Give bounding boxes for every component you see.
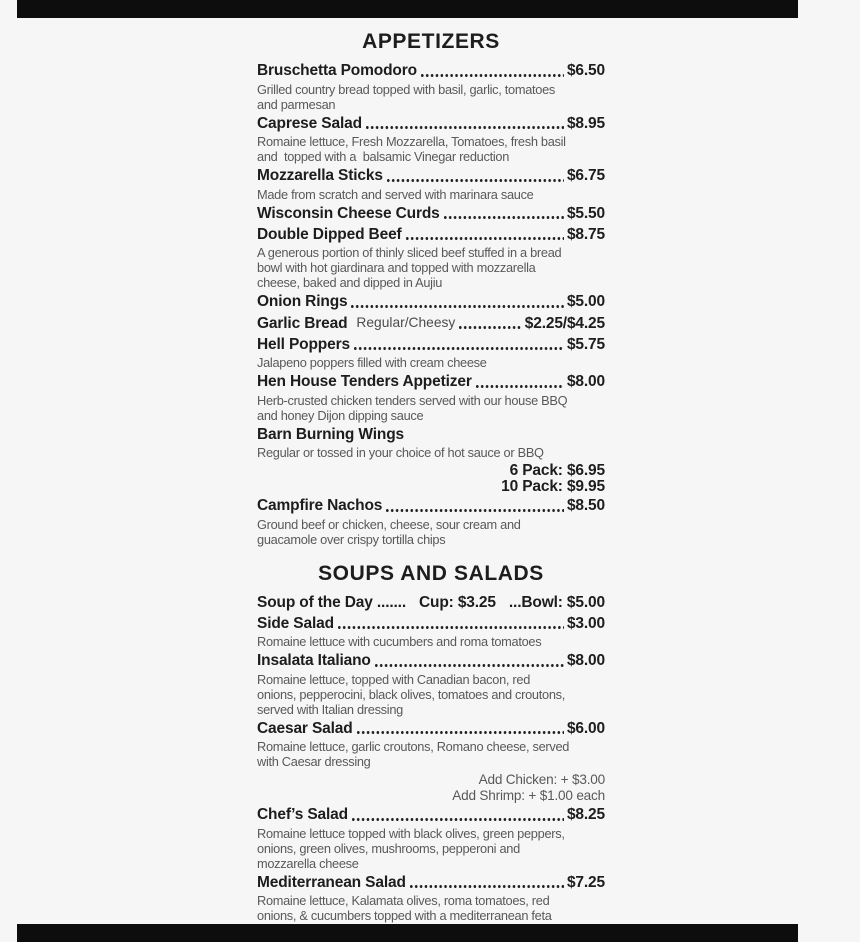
section-title: APPETIZERS [362, 30, 500, 53]
dotted-leader-icon [421, 74, 564, 77]
item-price: $7.25 [566, 873, 605, 891]
item-description-line: and parmesan [257, 96, 336, 112]
item-description [257, 634, 605, 649]
item-description-line: Regular or tossed in your choice of hot sauce or BBQ [257, 445, 544, 460]
item-description [257, 245, 605, 290]
menu-item [257, 335, 605, 371]
item-price: $5.75 [566, 335, 605, 353]
menu-item [257, 292, 605, 312]
addon-options [257, 772, 605, 803]
item-title-line [257, 114, 605, 134]
menu-item [257, 614, 605, 650]
bottom-border-bar [17, 924, 798, 942]
item-price: $6.50 [566, 62, 605, 79]
item-description [257, 826, 605, 871]
item-description-line: Romaine lettuce, garlic croutons, Romano cheese, served [257, 739, 570, 754]
menu-item [257, 204, 605, 224]
item-title-line [257, 204, 605, 224]
item-title-line [257, 225, 605, 245]
item-description [257, 393, 605, 423]
item-price: $6.00 [566, 719, 605, 737]
item-name: Mediterranean Salad [257, 873, 406, 891]
item-name: Insalata Italiano [257, 652, 371, 669]
item-title-line [257, 651, 605, 671]
dotted-leader-icon [351, 305, 563, 308]
dotted-leader-icon [357, 731, 564, 734]
item-description-line: onions, green olives, mushrooms, pepperoni and [257, 840, 520, 856]
item-price: $2.25/$4.25 [524, 314, 605, 332]
dotted-leader-icon [386, 509, 564, 512]
pack-price-line: 10 Pack: $9.95 [501, 477, 605, 495]
item-price: $8.00 [566, 652, 605, 669]
item-description-line: Herb-crusted chicken tenders served with our house BBQ [257, 392, 568, 408]
item-description-line: Jalapeno poppers filled with cream cheese [257, 355, 487, 370]
item-title-line [257, 805, 605, 825]
item-description-line: Romaine lettuce topped with black olives, green peppers, [257, 825, 565, 841]
item-price: $8.00 [566, 373, 605, 390]
item-inline-price-line [257, 593, 605, 613]
item-name: Garlic Bread [257, 314, 348, 332]
menu-content [257, 0, 605, 940]
menu-section [257, 30, 605, 547]
item-name: ...Bowl: $5.00 [508, 593, 605, 611]
menu-item [257, 425, 605, 495]
pack-price-line: 6 Pack: $6.95 [509, 462, 605, 479]
item-title-line [257, 61, 605, 81]
item-description [257, 672, 605, 717]
item-description-line: served with Italian dressing [257, 701, 403, 717]
item-title-line [257, 166, 605, 186]
dotted-leader-icon [444, 216, 564, 219]
pack-prices [257, 463, 605, 494]
dotted-leader-icon [387, 179, 564, 182]
item-description-line: onions, pepperocini, black olives, tomatoes and croutons, [257, 686, 565, 702]
addon-option-line: Add Shrimp: + $1.00 each [452, 787, 605, 803]
dotted-leader-icon [476, 385, 564, 388]
item-price: $3.00 [566, 614, 605, 632]
item-price: $8.95 [566, 114, 605, 132]
item-description [257, 187, 605, 202]
addon-option-line: Add Chicken: + $3.00 [478, 772, 605, 787]
menu-item [257, 225, 605, 291]
item-price: $8.25 [566, 806, 605, 823]
item-title-line [257, 425, 605, 445]
menu-item [257, 372, 605, 423]
dotted-leader-icon [338, 626, 564, 629]
item-description-line: cheese, baked and dipped in Aujiu [257, 275, 443, 290]
item-title-line [257, 496, 605, 516]
item-name: Mozzarella Sticks [257, 167, 383, 184]
menu-item [257, 805, 605, 871]
item-description [257, 517, 605, 547]
menu-item [257, 496, 605, 547]
item-description-line: Grilled country bread topped with basil, garlic, tomatoes [257, 81, 556, 97]
item-description-line: A generous portion of thinly sliced beef stuffed in a bread [257, 245, 562, 260]
item-name: Side Salad [257, 614, 334, 632]
menu-section [257, 562, 605, 939]
menu-item [257, 313, 605, 333]
item-description-line: Romaine lettuce, Kalamata olives, roma tomatoes, red [257, 893, 550, 908]
item-name: Hell Poppers [257, 335, 350, 353]
menu-item [257, 61, 605, 112]
item-description [257, 134, 605, 164]
dotted-leader-icon [410, 885, 564, 888]
item-title-line [257, 614, 605, 634]
item-description [257, 445, 605, 460]
item-description-line: Romaine lettuce, topped with Canadian bacon, red [257, 671, 531, 687]
section-title: SOUPS AND SALADS [318, 561, 544, 585]
item-description-line: Made from scratch and served with marinara sauce [257, 186, 534, 202]
item-name: Soup of the Day ....... [257, 593, 406, 611]
item-description [257, 739, 605, 769]
menu-item [257, 166, 605, 202]
item-title-line [257, 313, 605, 333]
item-description-line: guacamole over crispy tortilla chips [257, 531, 446, 547]
item-title-line [257, 292, 605, 312]
item-name: Onion Rings [257, 293, 348, 310]
item-price: $8.75 [566, 225, 605, 243]
item-description-line: onions, & cucumbers topped with a mediterranean feta [257, 908, 552, 923]
menu-item [257, 114, 605, 165]
dotted-leader-icon [459, 326, 521, 329]
item-description-line: bowl with hot giardinara and topped with mozzarella [257, 260, 536, 275]
menu-item [257, 719, 605, 804]
item-title-line [257, 335, 605, 355]
item-qualifier: Regular/Cheesy [356, 315, 456, 330]
item-title-line [257, 873, 605, 893]
item-name: Bruschetta Pomodoro [257, 62, 417, 79]
item-name: Wisconsin Cheese Curds [257, 204, 440, 222]
item-title-line [257, 719, 605, 739]
menu-item [257, 651, 605, 717]
menu-item [257, 593, 605, 613]
item-description-line: with Caesar dressing [257, 754, 371, 769]
item-description-line: Ground beef or chicken, cheese, sour cream and [257, 516, 521, 532]
item-price: $6.75 [566, 167, 605, 184]
dotted-leader-icon [366, 126, 564, 129]
item-name: Caesar Salad [257, 719, 353, 737]
item-name: Chef’s Salad [257, 806, 348, 823]
item-name: Barn Burning Wings [257, 425, 404, 443]
item-description-line: and honey Dijon dipping sauce [257, 407, 424, 423]
item-price: $5.00 [566, 293, 605, 310]
dotted-leader-icon [354, 347, 564, 350]
dotted-leader-icon [406, 237, 564, 240]
item-description-line: mozzarella cheese [257, 855, 359, 871]
item-description-line: and topped with a balsamic Vinegar reduction [257, 149, 510, 164]
item-description-line: Romaine lettuce, Fresh Mozzarella, Tomatoes, fresh basil [257, 134, 566, 149]
item-name: Cup: $3.25 [418, 593, 496, 611]
item-description [257, 82, 605, 112]
item-description [257, 355, 605, 370]
item-name: Double Dipped Beef [257, 225, 402, 243]
item-name: Hen House Tenders Appetizer [257, 373, 472, 390]
item-price: $5.50 [566, 204, 605, 222]
dotted-leader-icon [375, 664, 564, 667]
dotted-leader-icon [352, 818, 564, 821]
item-name: Campfire Nachos [257, 497, 383, 514]
item-name: Caprese Salad [257, 114, 362, 132]
item-price: $8.50 [566, 497, 605, 514]
item-description-line: Romaine lettuce with cucumbers and roma tomatoes [257, 634, 542, 649]
item-title-line [257, 372, 605, 392]
